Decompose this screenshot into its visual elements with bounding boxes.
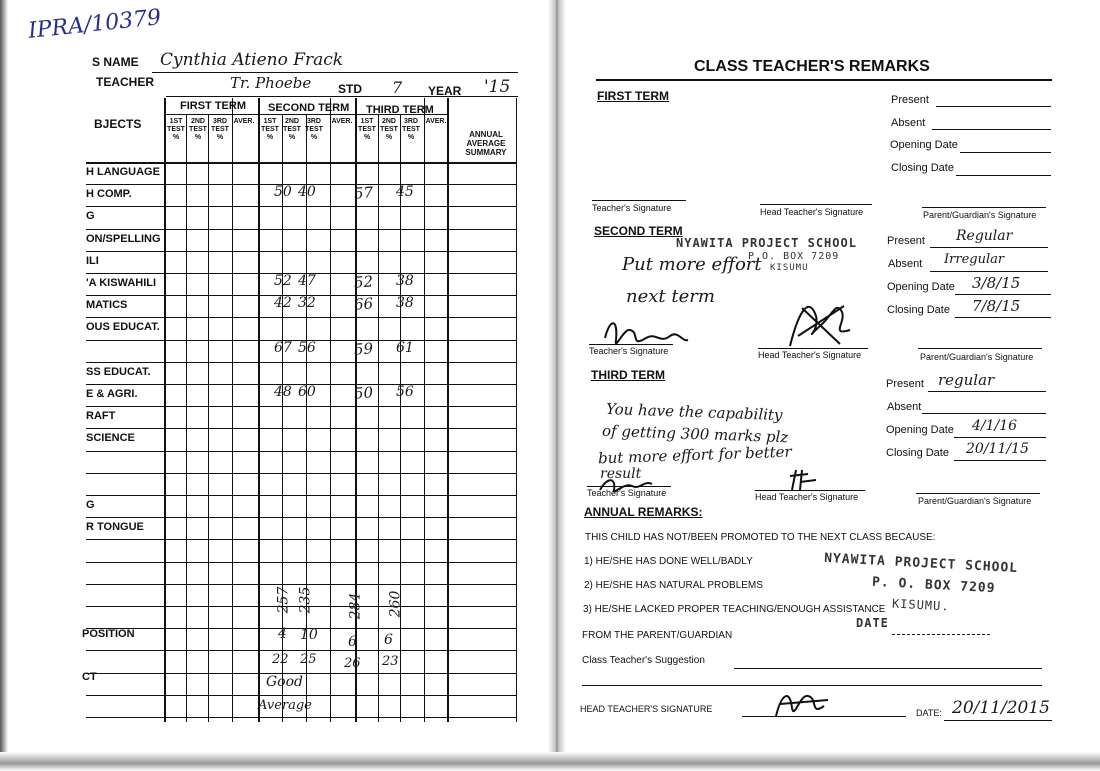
std-value: 7 [392, 78, 403, 97]
st-absent-value: Irregular [944, 252, 1005, 267]
table-col-line [516, 98, 517, 722]
suggestion-label: Class Teacher's Suggestion [582, 655, 705, 666]
table-row-line [86, 451, 516, 452]
sub-header-3: AVER. [425, 118, 447, 125]
head-teacher-signature-label: HEAD TEACHER'S SIGNATURE [580, 704, 713, 714]
st-present-value: Regular [956, 228, 1013, 244]
tt-parent-sig: Parent/Guardian's Signature [918, 496, 1032, 506]
sub-header-3: AVER. [331, 118, 353, 125]
subject-mark: 60 [298, 384, 316, 400]
subject-mark: 59 [353, 338, 374, 359]
term-header-line [164, 114, 258, 115]
position-label: POSITION [82, 628, 135, 640]
subject-mark: 52 [274, 273, 292, 289]
subject-name: G [86, 499, 95, 511]
position-t2-1: 4 [278, 626, 287, 642]
table-row-line [86, 495, 516, 496]
subject-mark: 38 [396, 273, 414, 289]
subjects-header: BJECTS [94, 117, 142, 131]
term-header-line [258, 114, 355, 115]
tt-closing-label: Closing Date [886, 447, 949, 459]
ft-closing-label: Closing Date [891, 162, 954, 174]
subject-name: SCIENCE [86, 432, 135, 445]
year-value: '15 [484, 77, 511, 97]
from-parent-label: FROM THE PARENT/GUARDIAN [582, 630, 733, 641]
table-row-line [86, 428, 516, 429]
st-present-label: Present [887, 235, 925, 247]
reason-2: 2) HE/SHE HAS NATURAL PROBLEMS [584, 580, 763, 591]
ft-present-label: Present [891, 94, 929, 106]
subject-mark: 52 [353, 272, 374, 292]
annual-remarks-title: ANNUAL REMARKS: [584, 505, 703, 519]
subject-name: RAFT [86, 410, 116, 423]
second-remark-2: next term [626, 286, 715, 307]
outof-t2-1: 22 [272, 652, 289, 667]
subject-mark: 50 [353, 383, 374, 403]
stamp-2-date: DATE [856, 616, 889, 630]
annual-header: ANNUAL AVERAGE SUMMARY [465, 130, 507, 157]
third-term-label: THIRD TERM [591, 368, 665, 382]
subject-mark: 42 [274, 295, 292, 312]
stamp-1-box: P.O. BOX 7209 [748, 251, 840, 262]
table-col-line [208, 114, 209, 722]
third-remark-4: result [600, 466, 642, 482]
position-t3-3: 6 [384, 632, 393, 648]
bottom-edge [0, 752, 1100, 771]
tt-present-value: regular [938, 371, 995, 389]
tt-absent-label: Absent [887, 401, 922, 413]
second-term-label: SECOND TERM [594, 224, 683, 238]
ft-absent-label: Absent [891, 117, 926, 129]
table-row-line [86, 229, 516, 230]
total-t3-1: 284 [347, 592, 364, 620]
tt-head-sig: Head Teacher's Signature [755, 492, 859, 502]
left-page-edge [0, 0, 8, 771]
stamp-2-name: NYAWITA PROJECT SCHOOL [823, 550, 1019, 577]
tt-opening-value: 4/1/16 [972, 418, 1018, 434]
date-label: DATE: [916, 708, 942, 718]
sub-header-0: 1ST TEST % [358, 118, 376, 141]
tt-closing-value: 20/11/15 [966, 441, 1029, 457]
conduct-value: Good [266, 674, 304, 690]
table-col-line [186, 114, 187, 722]
table-row-line [86, 251, 516, 252]
st-absent-label: Absent [888, 258, 923, 270]
table-row-line [86, 206, 516, 207]
table-row-line [86, 539, 516, 540]
table-col-line [400, 114, 401, 722]
subject-name: ILI [86, 254, 99, 267]
ct-label: CT [82, 671, 97, 683]
outof-t3-3: 23 [382, 654, 399, 669]
st-parent-sig: Parent/Guardian's Signature [920, 352, 1034, 362]
table-row-line [86, 362, 516, 363]
promotion-line: THIS CHILD HAS NOT/BEEN PROMOTED TO THE NEXT CLASS BECAUSE: [585, 532, 936, 543]
subject-mark: 61 [396, 339, 414, 356]
subject-name: H LANGUAGE [86, 166, 160, 178]
sub-header-0: 1ST TEST % [261, 118, 279, 141]
outof-t3-1: 26 [344, 656, 361, 671]
tt-present-label: Present [886, 378, 924, 390]
sub-header-2: 3RD TEST % [211, 118, 229, 141]
total-t2-2: 235 [297, 586, 314, 614]
position-t2-2: 10 [300, 627, 318, 643]
ft-parent-sig: Parent/Guardian's Signature [923, 210, 1037, 220]
table-row-line [86, 562, 516, 563]
st-opening-value: 3/8/15 [972, 274, 1021, 292]
subject-mark: 56 [396, 384, 414, 400]
subject-name: OUS EDUCAT. [86, 321, 160, 334]
tt-teacher-sig: Teacher's Signature [587, 488, 667, 498]
stamp-2-city: KISUMU. [891, 596, 950, 614]
subject-name: R TONGUE [86, 521, 144, 534]
subject-mark: 47 [298, 273, 316, 289]
subject-mark: 57 [353, 183, 374, 203]
subject-mark: 45 [396, 184, 414, 201]
st-teacher-sig: Teacher's Signature [589, 346, 669, 356]
second-remark-1: Put more effort [622, 254, 762, 275]
third-remark-2: of getting 300 marks plz [601, 421, 789, 447]
sub-header-2: 3RD TEST % [305, 118, 323, 141]
teacher-label: TEACHER [96, 75, 155, 89]
subject-mark: 56 [298, 339, 316, 356]
subject-name: 'A KISWAHILI [86, 277, 157, 289]
st-opening-label: Opening Date [887, 281, 955, 293]
table-row-line [86, 584, 516, 585]
third-remark-3: but more effort for better [597, 442, 792, 468]
subject-mark: 67 [274, 339, 292, 356]
header-bottom-line [86, 162, 516, 164]
remarks-title: CLASS TEACHER'S REMARKS [694, 58, 930, 75]
second-term-header: SECOND TERM [268, 102, 350, 114]
reason-3: 3) HE/SHE LACKED PROPER TEACHING/ENOUGH ASSISTANCE [583, 604, 886, 615]
year-label: YEAR [428, 84, 462, 98]
subject-mark: 32 [298, 295, 316, 312]
name-label: S NAME [92, 55, 139, 69]
teacher-name: Tr. Phoebe [230, 74, 312, 92]
subject-mark: 50 [274, 184, 292, 201]
pupil-name: Cynthia Atieno Frack [160, 50, 344, 70]
reason-1: 1) HE/SHE HAS DONE WELL/BADLY [584, 556, 753, 567]
st-closing-value: 7/8/15 [972, 297, 1021, 315]
sub-header-0: 1ST TEST % [167, 118, 185, 141]
table-row-line [86, 717, 516, 718]
table-col-line [378, 114, 379, 722]
subject-mark: 38 [396, 295, 414, 312]
total-t2-1: 257 [275, 586, 292, 614]
subject-mark: 48 [274, 384, 292, 400]
std-label: STD [338, 82, 362, 96]
date-value: 20/11/2015 [952, 698, 1050, 718]
subject-name: E & AGRI. [86, 388, 138, 400]
subject-name: ON/SPELLING [86, 232, 161, 245]
stamp-1-city: KISUMU [770, 263, 809, 273]
tt-opening-label: Opening Date [886, 424, 954, 436]
ft-opening-label: Opening Date [890, 139, 958, 151]
ft-teacher-sig: Teacher's Signature [592, 203, 672, 213]
first-term-label: FIRST TERM [597, 89, 669, 103]
subject-name: MATICS [86, 299, 128, 312]
subject-mark: 40 [298, 184, 316, 201]
sub-header-1: 2ND TEST % [283, 118, 301, 141]
subject-name: H COMP. [86, 188, 132, 201]
table-row-line [86, 473, 516, 474]
stamp-1-name: NYAWITA PROJECT SCHOOL [676, 236, 857, 250]
table-row-line [86, 317, 516, 318]
position-t3-1: 6 [348, 634, 357, 650]
sub-header-3: AVER. [233, 118, 255, 125]
subject-name: G [86, 210, 95, 223]
subject-mark: 66 [353, 294, 374, 314]
st-head-sig: Head Teacher's Signature [758, 350, 862, 360]
first-term-header: FIRST TERM [180, 100, 246, 112]
sub-header-1: 2ND TEST % [189, 118, 207, 141]
sub-header-2: 3RD TEST % [402, 118, 420, 141]
term-header-line [355, 114, 447, 115]
table-row-line [86, 406, 516, 407]
third-remark-1: You have the capability [605, 399, 783, 425]
third-term-header: THIRD TERM [366, 104, 434, 116]
outof-t2-2: 25 [300, 652, 317, 667]
remark-value: Average [258, 698, 312, 713]
spine-shadow [548, 0, 566, 771]
sub-header-1: 2ND TEST % [380, 118, 398, 141]
st-closing-label: Closing Date [887, 304, 950, 316]
stamp-2-box: P. O. BOX 7209 [871, 574, 996, 597]
table-row-line [86, 517, 516, 518]
table-row-line [86, 695, 516, 696]
second-head-signature-drawing [780, 296, 860, 352]
ft-head-sig: Head Teacher's Signature [760, 207, 864, 217]
file-reference: IPRA/10379 [27, 5, 163, 44]
subject-name: SS EDUCAT. [86, 365, 151, 378]
total-t3-3: 260 [387, 590, 404, 618]
